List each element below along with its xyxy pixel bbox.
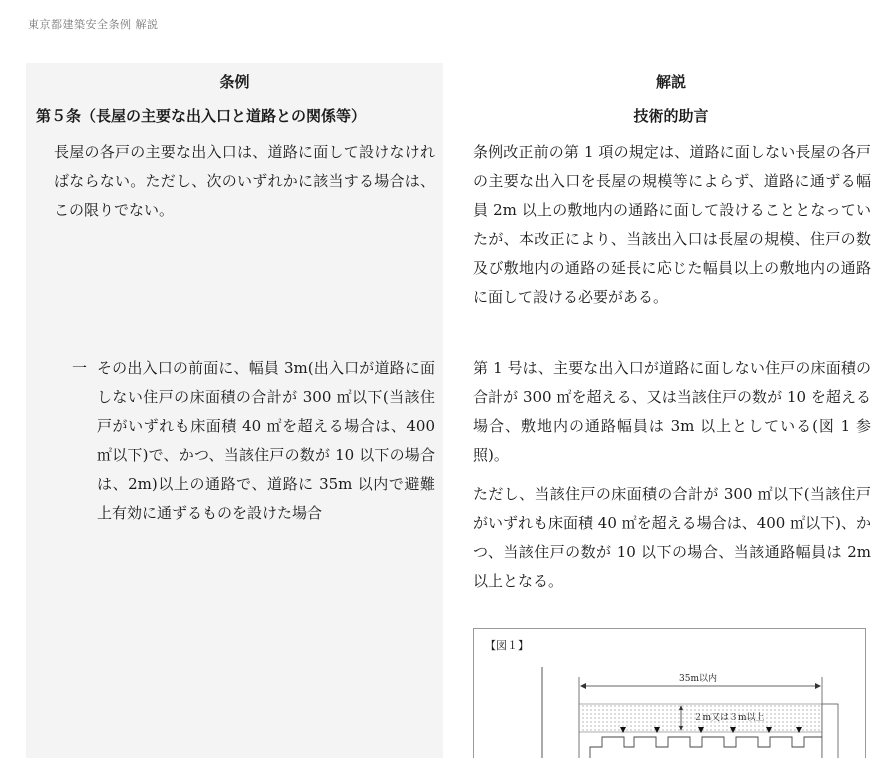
width-label: ２m又は３m以上 — [693, 713, 765, 723]
distance-arrow-left — [580, 683, 586, 689]
ordinance-column-heading: 条例 — [219, 73, 250, 91]
building-end — [822, 704, 838, 758]
commentary-paragraph: 第 1 号は、主要な出入口が道路に面しない住戸の床面積の合計が 300 ㎡を超える、又は当該住戸の数が 10 を超える場合、敷地内の通路幅員は 3m 以上としている(図 1 参照)。 — [473, 359, 871, 464]
figure-label: 【図１】 — [485, 639, 529, 652]
document-header: 東京都建築安全条例 解説 — [28, 18, 159, 31]
commentary-paragraph: ただし、当該住戸の床面積の合計が 300 ㎡以下(当該住戸がいずれも床面積 40 ㎡を超える場合は、400 ㎡以下)、かつ、当該住戸の数が 10 以下の場合、当該通路幅員は 2m 以上となる。 — [473, 485, 871, 590]
item-number: 一 — [72, 359, 88, 377]
distance-arrow-right — [815, 683, 821, 689]
item-text: その出入口の前面に、幅員 3m(出入口が道路に面しない住戸の床面積の合計が 300 ㎡以下(当該住戸がいずれも床面積 40 ㎡を超える場合は、400 ㎡以下)で、かつ、当該住戸の数が 10 以下の場合は、2m)以上の通路で、道路に 35m 以内で避難上有効に通ずるものを設けた場合 — [97, 359, 435, 522]
commentary-paragraph: 条例改正前の第 1 項の規定は、道路に面しない長屋の各戸の主要な出入口を長屋の規模等によらず、道路に通ずる幅員 2m 以上の敷地内の通路に面して設けることとなっていたが、本改正により、当該出入口は長屋の規模、住戸の数及び敷地内の通路の延長に応じた幅員以上の敷地内の通路に面して設ける必要がある。 — [473, 143, 871, 306]
commentary-column-heading: 解説 — [655, 73, 686, 91]
article-body: 長屋の各戸の主要な出入口は、道路に面して設けなければならない。ただし、次のいずれかに該当する場合は、この限りでない。 — [54, 143, 435, 219]
figure-1 — [473, 628, 866, 758]
dwelling-outline — [590, 737, 822, 758]
distance-label: 35m以内 — [679, 674, 717, 684]
article-title: 第５条（長屋の主要な出入口と道路との関係等） — [36, 107, 367, 125]
technical-advice-heading: 技術的助言 — [633, 107, 709, 125]
site-passage-diagram — [474, 629, 865, 758]
